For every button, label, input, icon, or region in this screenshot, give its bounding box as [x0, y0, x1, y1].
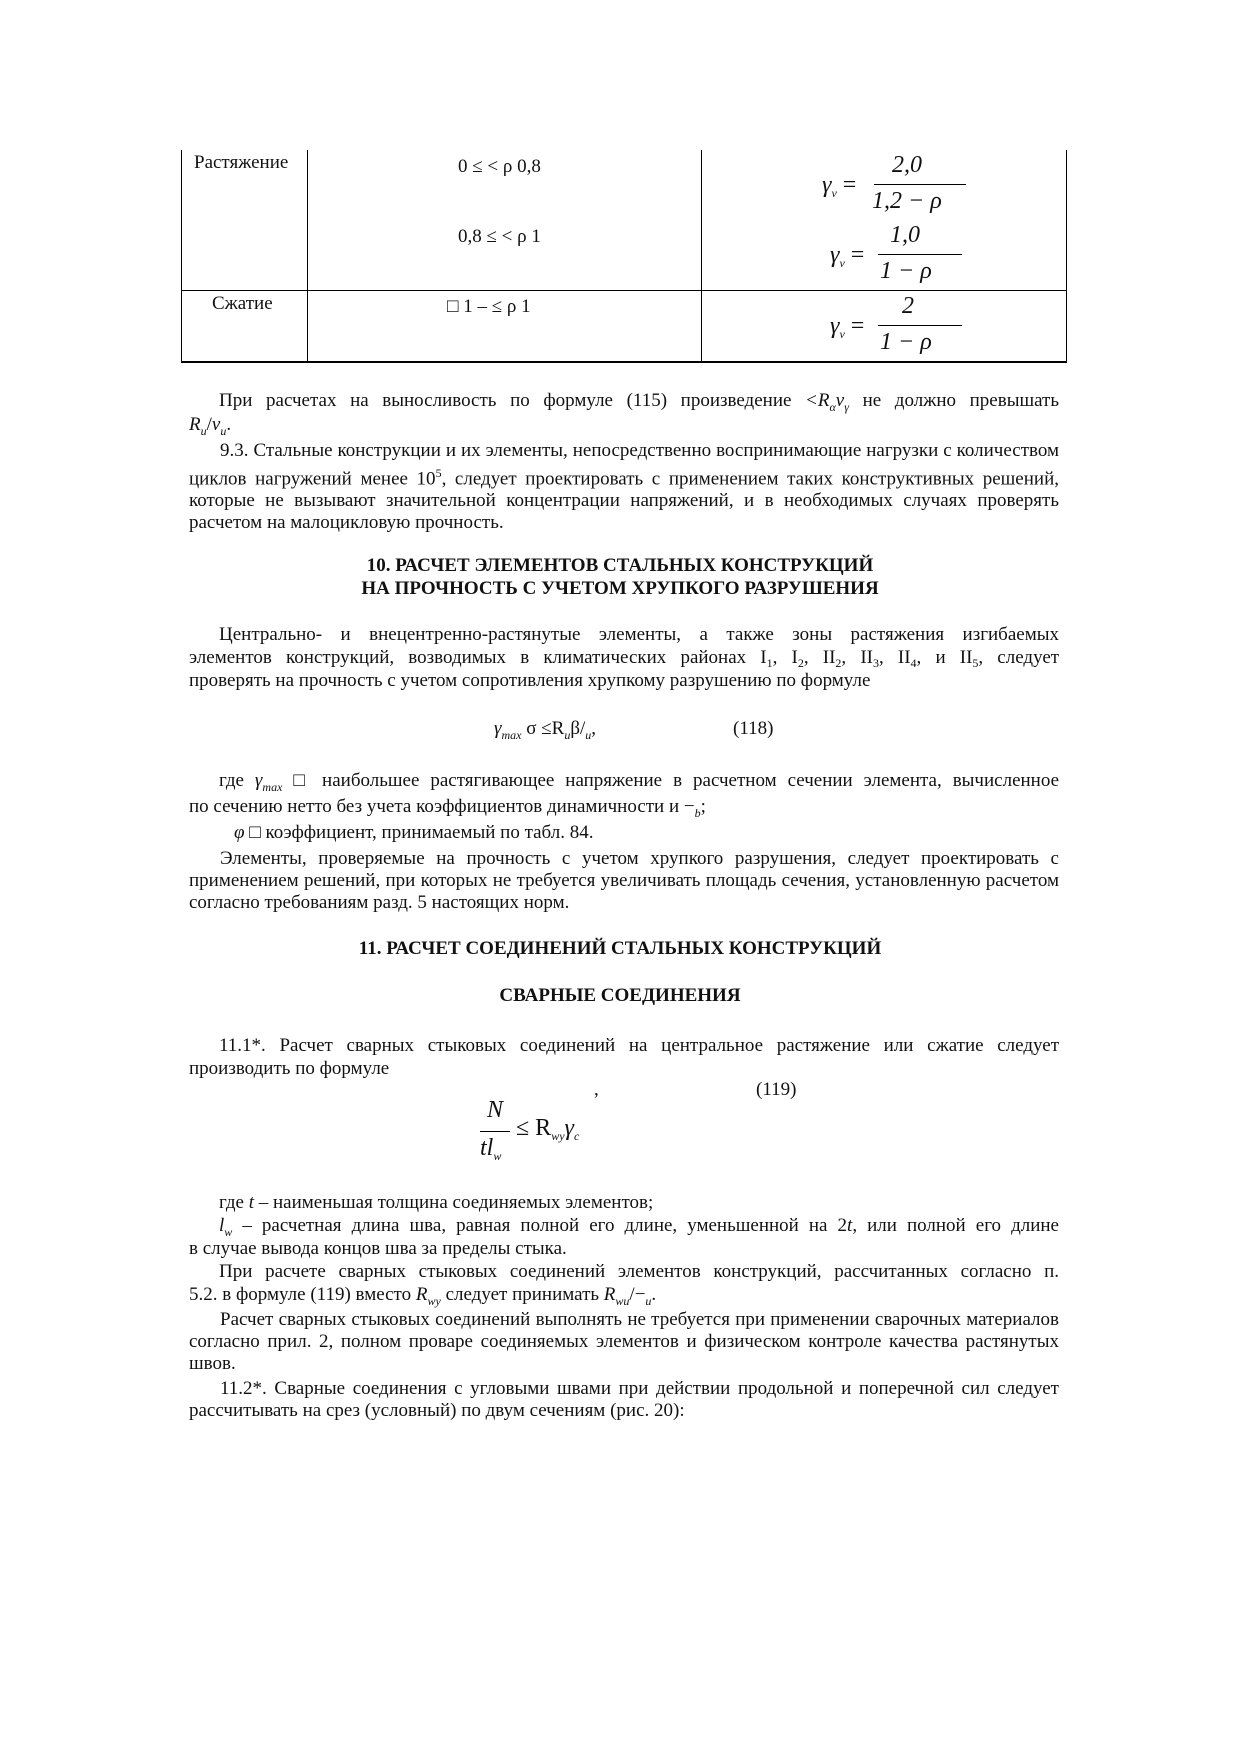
- paragraph-endurance-line1: При расчетах на выносливость по формуле (115) произведение $<R_\alpha v_\gamma$ не должно превышать: [219, 390, 1059, 414]
- table-divider-2: [701, 150, 702, 361]
- table-border-left: [181, 150, 182, 361]
- formula-3: $\gamma_v$ = 2 1 − ρ: [830, 293, 950, 363]
- formula-2-denominator: 1 − ρ: [880, 258, 932, 284]
- formula-1: $\gamma_v$ = 2,0 1,2 − ρ: [822, 152, 952, 222]
- equation-119-denominator: $tl_w$: [480, 1135, 502, 1163]
- paragraph-t-line2: $l_w$ – расчетная длина шва, равная полной его длине, уменьшенной на 2t, или полной его длине: [219, 1215, 1059, 1239]
- row1-range-a: 0 ≤ < ρ 0,8: [458, 156, 541, 177]
- paragraph-where-line2: по сечению нетто без учета коэффициентов динамичности $и -_b$;: [189, 796, 706, 820]
- paragraph-11-2: 11.2*. Сварные соединения с угловыми швами при действии продольной и поперечной сил следует рассчитывать на срез (условный) по двум сечениям (рис. 20):: [189, 1378, 1059, 1421]
- equation-119: [478, 1097, 618, 1169]
- paragraph-brittle-line3: проверять на прочность с учетом сопротивления хрупкому разрушению по формуле: [189, 670, 871, 691]
- section-11-heading: 11. РАСЧЕТ СОЕДИНЕНИЙ СТАЛЬНЫХ КОНСТРУКЦИЙ: [358, 938, 882, 959]
- table-divider-1: [307, 150, 308, 361]
- formula-2-numerator: 1,0: [890, 222, 920, 248]
- paragraph-where-line1: где $\gamma_{max}$ □ наибольшее растягивающее напряжение в расчетном сечении элемента, вычисленное: [219, 770, 1060, 794]
- table-border-right: [1066, 150, 1067, 361]
- row1-range-b: 0,8 ≤ < ρ 1: [458, 226, 541, 247]
- paragraph-endurance-line2: $R_u/v_u$.: [189, 414, 232, 438]
- paragraph-t-line1: где t – наименьшая толщина соединяемых элементов;: [219, 1192, 654, 1213]
- equation-118: $\gamma_{max}$ $\sigma \le R_u\beta/_u$,: [494, 718, 597, 742]
- paragraph-brittle-line2: элементов конструкций, возводимых в климатических районах $I_1$, $I_2$, $II_2$, $II_3$, $II_4$, и $II_5$, следует: [189, 647, 1060, 670]
- fraction-bar: [874, 184, 966, 185]
- fraction-bar: [480, 1131, 510, 1132]
- missing-glyph-icon: □: [249, 822, 261, 843]
- paragraph-t-line5: 5.2. в формуле (119) вместо $R_{wy}$ следует принимать $R_{wu}/-_u$.: [189, 1284, 657, 1308]
- equation-119-comma: ,: [594, 1079, 599, 1100]
- section-10-heading-line2: НА ПРОЧНОСТЬ С УЧЕТОМ ХРУПКОГО РАЗРУШЕНИЯ: [361, 578, 879, 599]
- welded-joints-heading: СВАРНЫЕ СОЕДИНЕНИЯ: [499, 985, 741, 1006]
- paragraph-elements: Элементы, проверяемые на прочность с учетом хрупкого разрушения, следует проектировать с применением решений, при которых не требуется увеличивать площадь сечения, установленную расчетом согласно требованиям разд. 5 настоящих норм.: [189, 848, 1059, 913]
- paragraph-t-line4: При расчете сварных стыковых соединений элементов конструкций, рассчитанных согласно п.: [219, 1261, 1059, 1282]
- equation-119-rhs: ≤ $R_{wy}\gamma_c$: [516, 1115, 580, 1143]
- paragraph-t-line3: в случае вывода концов шва за пределы стыка.: [189, 1238, 567, 1259]
- paragraph-brittle-line1: Центрально- и внецентренно-растянутые элементы, а также зоны растяжения изгибаемых: [219, 624, 1059, 645]
- equation-119-numerator: N: [487, 1097, 504, 1123]
- missing-glyph-icon: □: [447, 296, 459, 317]
- formula-1-numerator: 2,0: [892, 152, 922, 178]
- paragraph-calc-not-required: Расчет сварных стыковых соединений выполнять не требуется при применении сварочных материалов согласно прил. 2, полном проваре соединяемых элементов и физическом контроле качества растянутых швов.: [189, 1309, 1059, 1374]
- formula-2: $\gamma_v$ = 1,0 1 − ρ: [830, 222, 950, 292]
- row2-range: □ 1 – ≤ ρ 1: [447, 296, 531, 317]
- equation-118-number: (118): [733, 718, 774, 739]
- section-10-heading-line1: 10. РАСЧЕТ ЭЛЕМЕНТОВ СТАЛЬНЫХ КОНСТРУКЦИЙ: [366, 555, 874, 576]
- formula-3-denominator: 1 − ρ: [880, 329, 932, 355]
- paragraph-9-3: 9.3. Стальные конструкции и их элементы, непосредственно воспринимающие нагрузки с количеством циклов нагружений менее $10^5$, следует проектировать с применением таких конструктивных решений, которые не вызывают значительной концентрации напряжений, и в необходимых случаях проверять расчетом на малоцикловую прочность.: [189, 440, 1059, 534]
- equation-119-number: (119): [756, 1079, 797, 1100]
- paragraph-11-1-line2: производить по формуле: [189, 1058, 390, 1079]
- fraction-bar: [878, 254, 962, 255]
- row1-label: Растяжение: [194, 152, 289, 173]
- fraction-bar: [878, 325, 962, 326]
- paragraph-11-1-line1: 11.1*. Расчет сварных стыковых соединений на центральное растяжение или сжатие следует: [219, 1035, 1059, 1056]
- row2-label: Сжатие: [212, 293, 273, 314]
- paragraph-where-line3: φ □ коэффициент, принимаемый по табл. 84.: [234, 822, 594, 843]
- formula-1-denominator: 1,2 − ρ: [872, 188, 942, 214]
- formula-3-numerator: 2: [902, 293, 914, 319]
- missing-glyph-icon: □: [293, 770, 312, 791]
